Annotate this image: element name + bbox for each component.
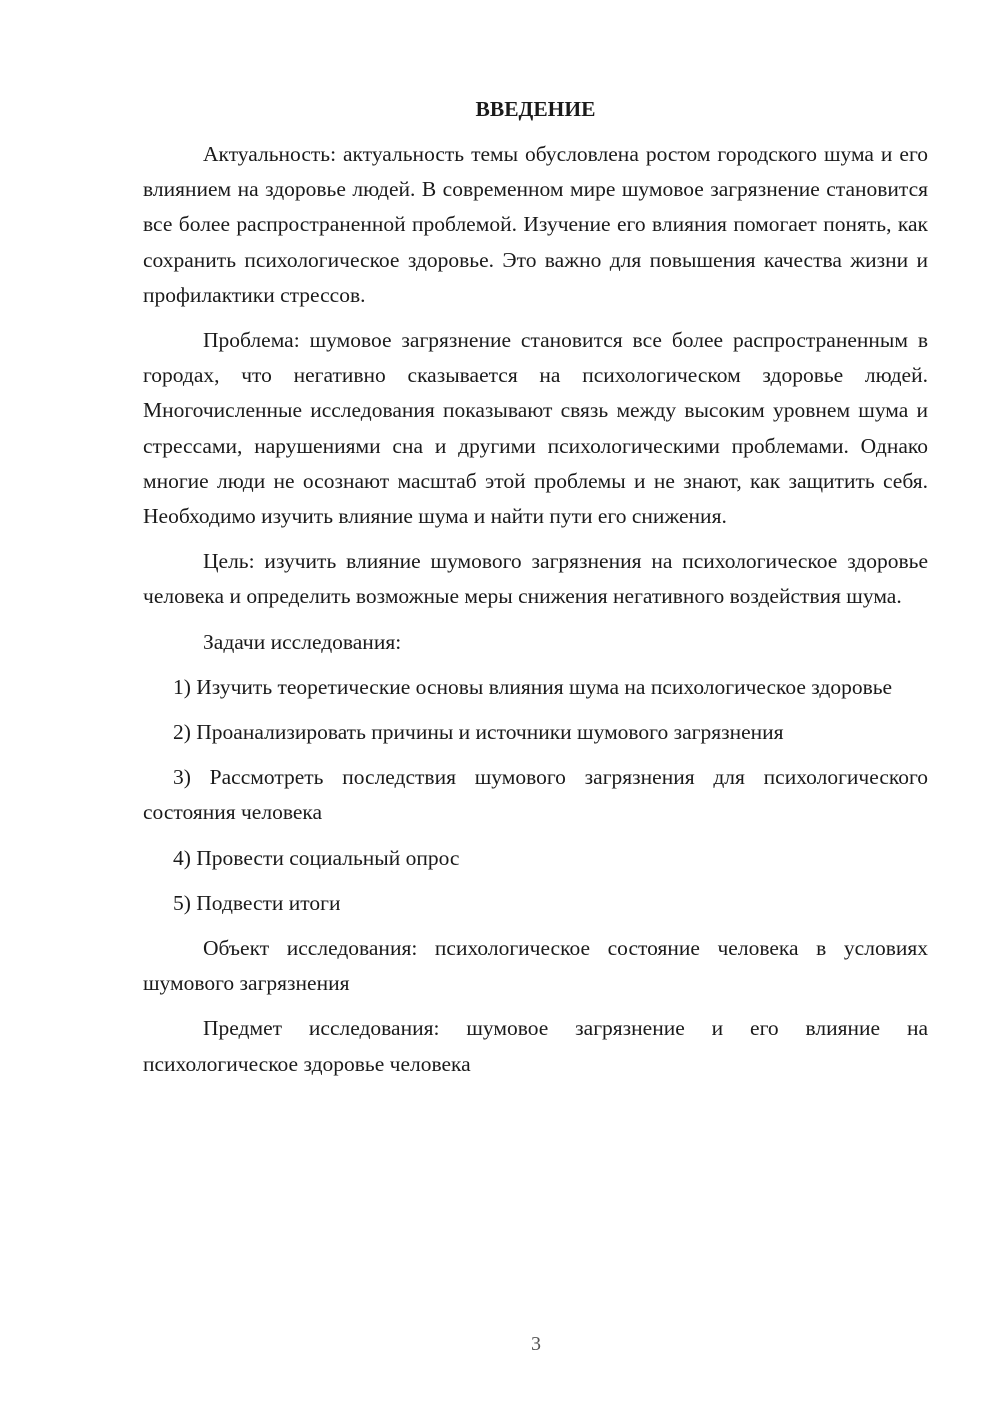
- paragraph-goal: Цель: изучить влияние шумового загрязнения на психологическое здоровье человека и определить возможные меры снижения негативного воздействия шума.: [143, 549, 928, 609]
- document-page: [143, 92, 928, 1092]
- paragraph-subject: Предмет исследования: шумовое загрязнение и его влияние на психологическое здоровье человека: [143, 1016, 928, 1076]
- task-item-5: 5) Подвести итоги: [173, 890, 341, 915]
- task-item-1: 1) Изучить теоретические основы влияния шума на психологическое здоровье: [173, 674, 893, 699]
- tasks-title: Задачи исследования:: [203, 629, 402, 654]
- page-number: 3: [531, 1333, 541, 1355]
- paragraph-problem: Проблема: шумовое загрязнение становится все более распространенным в городах, что негативно сказывается на психологическом здоровье людей. Многочисленные исследования показывают связь между высоким уровнем шума и стрессами, нарушениями сна и другими психологическими проблемами. Однако многие люди не осознают масштаб этой проблемы и не знают, как защитить себя. Необходимо изучить влияние шума и найти пути его снижения.: [143, 328, 928, 529]
- task-item-3: 3) Рассмотреть последствия шумового загрязнения для психологического состояния человека: [143, 765, 928, 825]
- task-item-4: 4) Провести социальный опрос: [173, 845, 460, 870]
- task-item-2: 2) Проанализировать причины и источники шумового загрязнения: [173, 720, 784, 745]
- paragraph-relevance: Актуальность: актуальность темы обусловлена ростом городского шума и его влиянием на здоровье людей. В современном мире шумовое загрязнение становится все более распространенной проблемой. Изучение его влияния помогает понять, как сохранить психологическое здоровье. Это важно для повышения качества жизни и профилактики стрессов.: [143, 142, 928, 307]
- paragraph-object: Объект исследования: психологическое состояние человека в условиях шумового загрязнения: [143, 936, 928, 996]
- document-heading: ВВЕДЕНИЕ: [475, 97, 596, 121]
